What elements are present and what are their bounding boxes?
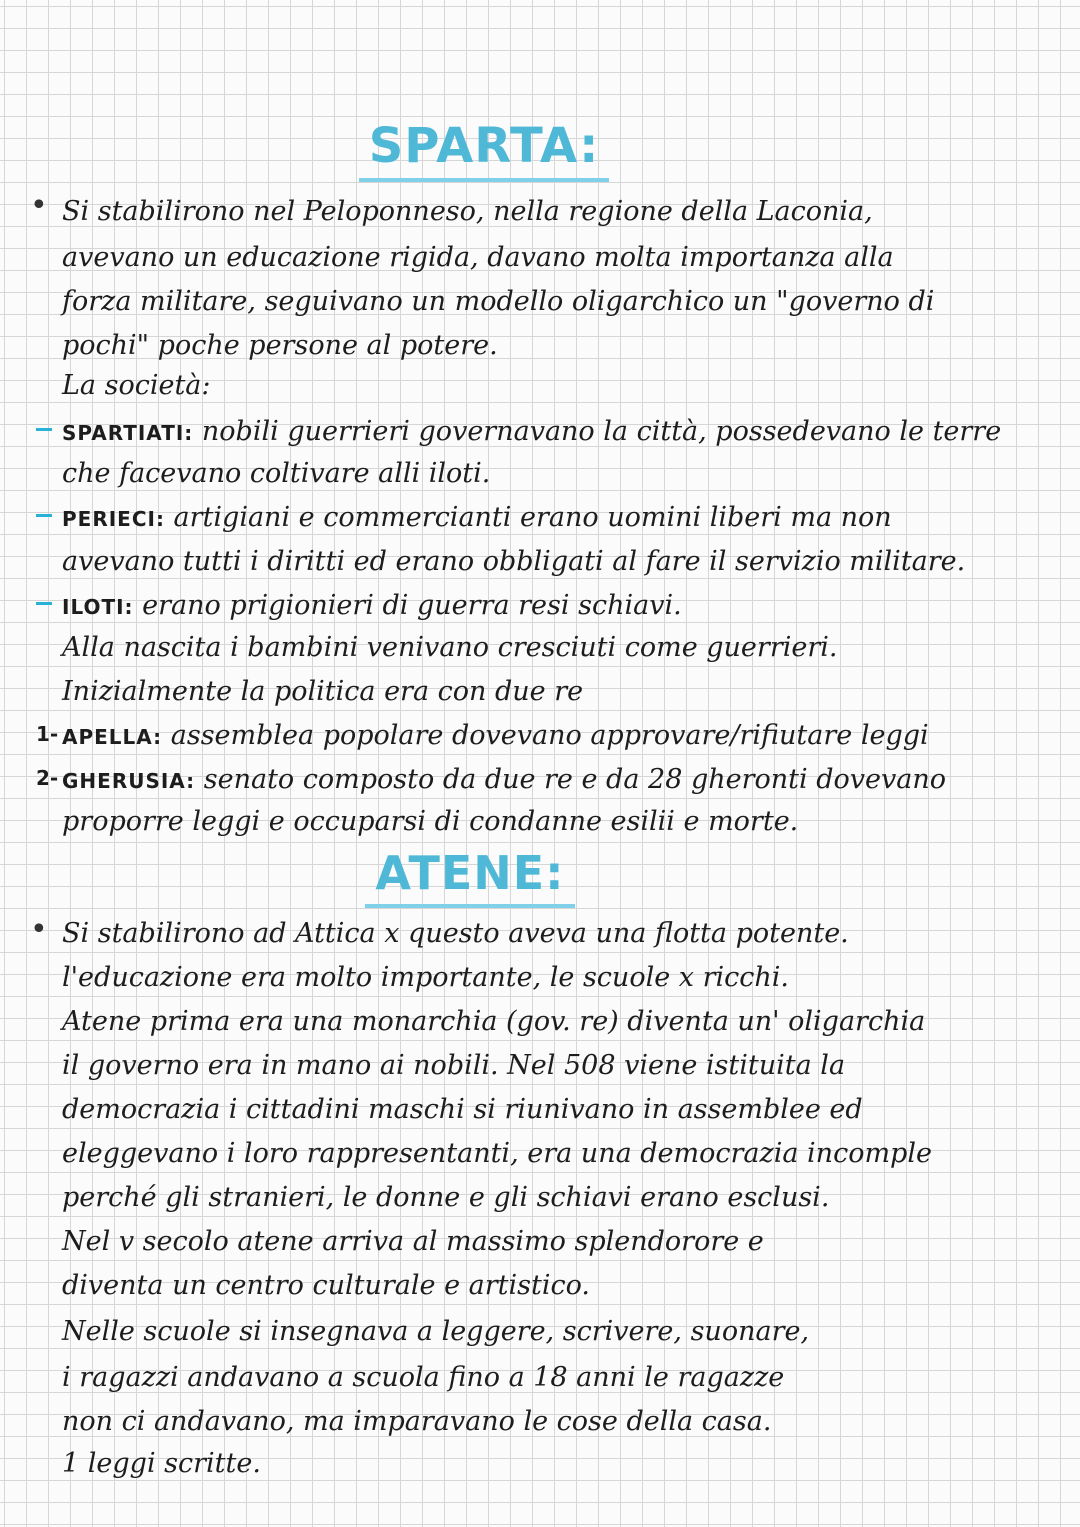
class-text: avevano tutti i diritti ed erano obbligati al fare il servizio militare. bbox=[62, 546, 966, 577]
dash-marker bbox=[36, 514, 52, 517]
atene-line: non ci andavano, ma imparavano le cose della casa. bbox=[62, 1406, 772, 1437]
institution-label: GHERUSIA: bbox=[62, 769, 196, 793]
atene-line: il governo era in mano ai nobili. Nel 508 viene istituita la bbox=[62, 1050, 846, 1081]
institution-apella bbox=[62, 714, 1062, 759]
dash-marker bbox=[36, 602, 52, 605]
atene-line: perché gli stranieri, le donne e gli schiavi erano esclusi. bbox=[62, 1182, 830, 1213]
sparta-intro-line: forza militare, seguivano un modello oligarchico un "governo di bbox=[62, 286, 935, 317]
sparta-intro-line: avevano un educazione rigida, davano molta importanza alla bbox=[62, 242, 894, 273]
atene-line: i ragazzi andavano a scuola fino a 18 anni le ragazze bbox=[62, 1362, 785, 1393]
bullet-dot: • bbox=[30, 912, 48, 947]
sparta-intro-line: Si stabilirono nel Peloponneso, nella regione della Laconia, bbox=[62, 196, 873, 227]
list-number: 2- bbox=[36, 766, 59, 790]
institution-text: assemblea popolare dovevano approvare/rifiutare leggi bbox=[170, 720, 929, 751]
dash-marker bbox=[36, 428, 52, 431]
sparta-after-line: Alla nascita i bambini venivano cresciuti come guerrieri. bbox=[62, 632, 838, 663]
class-label: SPARTIATI: bbox=[62, 421, 194, 445]
class-text: che facevano coltivare alli iloti. bbox=[62, 458, 491, 489]
institution-text: proporre leggi e occuparsi di condanne esilii e morte. bbox=[62, 806, 799, 837]
institution-gherusia bbox=[62, 758, 1062, 803]
class-spartiati bbox=[62, 410, 1062, 455]
sparta-title: SPARTA: bbox=[14, 118, 954, 182]
atene-line: democrazia i cittadini maschi si riunivano in assemblee ed bbox=[62, 1094, 863, 1125]
sparta-after-line: Inizialmente la politica era con due re bbox=[62, 676, 584, 707]
class-text: erano prigionieri di guerra resi schiavi. bbox=[142, 590, 682, 621]
class-text: nobili guerrieri governavano la città, possedevano le terre bbox=[201, 416, 1002, 447]
atene-line: diventa un centro culturale e artistico. bbox=[62, 1270, 590, 1301]
class-text: artigiani e commercianti erano uomini liberi ma non bbox=[173, 502, 892, 533]
atene-line: Atene prima era una monarchia (gov. re) diventa un' oligarchia bbox=[62, 1006, 926, 1037]
institution-text: senato composto da due re e da 28 gheronti dovevano bbox=[203, 764, 946, 795]
bullet-dot: • bbox=[30, 188, 48, 223]
atene-line: Nelle scuole si insegnava a leggere, scrivere, suonare, bbox=[62, 1316, 810, 1347]
class-label: ILOTI: bbox=[62, 595, 134, 619]
atene-line: Si stabilirono ad Attica x questo aveva una flotta potente. bbox=[62, 918, 849, 949]
atene-title: ATENE: bbox=[0, 846, 940, 908]
atene-line: eleggevano i loro rappresentanti, era una democrazia incomple bbox=[62, 1138, 932, 1169]
class-perieci bbox=[62, 496, 1062, 541]
class-iloti bbox=[62, 584, 1062, 629]
sparta-intro-line: pochi" poche persone al potere. bbox=[62, 330, 498, 361]
sparta-intro-line: La società: bbox=[62, 370, 211, 401]
institution-label: APELLA: bbox=[62, 725, 163, 749]
list-number: 1- bbox=[36, 722, 59, 746]
atene-line: 1 leggi scritte. bbox=[62, 1448, 261, 1479]
atene-line: l'educazione era molto importante, le scuole x ricchi. bbox=[62, 962, 789, 993]
atene-line: Nel v secolo atene arriva al massimo splendorore e bbox=[62, 1226, 764, 1257]
class-label: PERIECI: bbox=[62, 507, 165, 531]
